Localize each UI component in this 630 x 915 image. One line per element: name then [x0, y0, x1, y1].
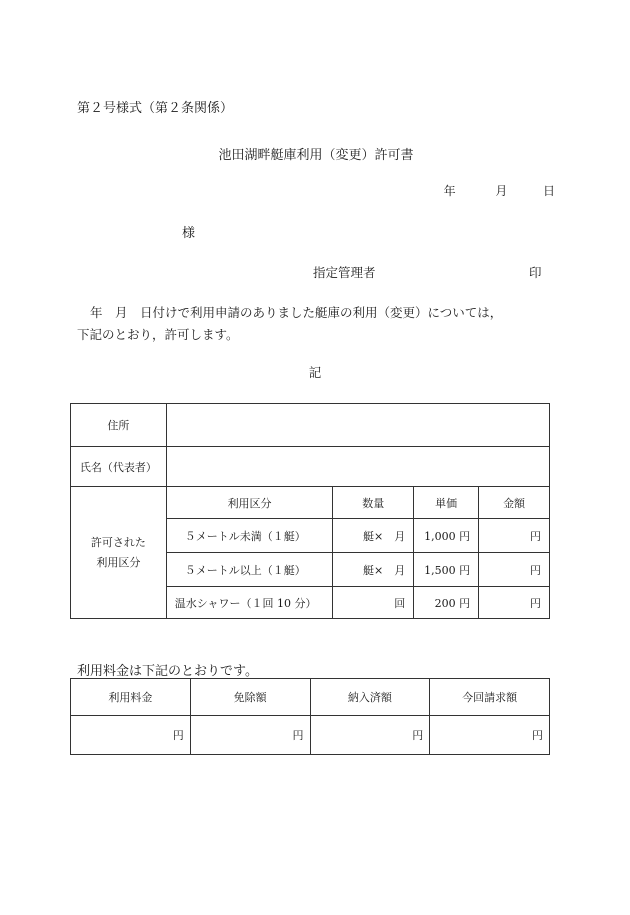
date-line	[444, 182, 555, 199]
body-line-1: 年 月 日付けで利用申請のありました艇庫の利用（変更）については，	[90, 305, 503, 320]
fee-header-paid: 納入済額	[310, 679, 430, 716]
fee-header-exemption: 免除額	[190, 679, 310, 716]
ki-heading: 記	[308, 365, 322, 380]
document-title: 池田湖畔艇庫利用（変更）許可書	[218, 148, 414, 163]
seal-mark: 印	[529, 265, 542, 280]
fee-value-usage: 円	[71, 716, 191, 755]
name-label: 氏名（代表者）	[71, 447, 167, 487]
row-unit-price: 1,500 円	[414, 553, 479, 587]
recipient-suffix: 様	[182, 226, 196, 241]
row-amount: 円	[479, 519, 550, 553]
address-label: 住所	[71, 404, 167, 447]
header-quantity: 数量	[333, 487, 414, 519]
header-category: 利用区分	[166, 487, 333, 519]
row-category: ５メートル以上（１艇）	[166, 553, 333, 587]
date-year: 年	[443, 184, 456, 198]
name-field	[166, 447, 549, 487]
body-text	[77, 302, 557, 346]
header-unit-price: 単価	[414, 487, 479, 519]
date-month: 月	[495, 184, 508, 198]
row-quantity: 回	[333, 587, 414, 619]
row-quantity: 艇× 月	[333, 553, 414, 587]
fee-value-billed: 円	[430, 716, 550, 755]
row-unit-price: 200 円	[414, 587, 479, 619]
address-field	[166, 404, 549, 447]
row-unit-price: 1,000 円	[414, 519, 479, 553]
row-amount: 円	[479, 553, 550, 587]
row-category: 温水シャワー（１回 10 分）	[166, 587, 333, 619]
form-number: 第２号様式（第２条関係）	[77, 101, 234, 116]
permit-table	[70, 403, 550, 619]
fee-value-paid: 円	[310, 716, 430, 755]
manager-label: 指定管理者	[313, 265, 376, 280]
date-day: 日	[542, 184, 555, 198]
header-amount: 金額	[479, 487, 550, 519]
category-label	[71, 487, 167, 619]
fee-table	[70, 678, 550, 755]
category-label-line-1: 許可された	[90, 535, 146, 549]
fee-header-billed: 今回請求額	[430, 679, 550, 716]
fee-header-usage: 利用料金	[71, 679, 191, 716]
row-quantity: 艇× 月	[333, 519, 414, 553]
body-line-2: 下記のとおり，許可します。	[77, 327, 239, 342]
row-category: ５メートル未満（１艇）	[166, 519, 333, 553]
fee-intro: 利用料金は下記のとおりです。	[77, 664, 258, 679]
fee-value-exemption: 円	[190, 716, 310, 755]
category-label-line-2: 利用区分	[96, 555, 141, 569]
row-amount: 円	[479, 587, 550, 619]
